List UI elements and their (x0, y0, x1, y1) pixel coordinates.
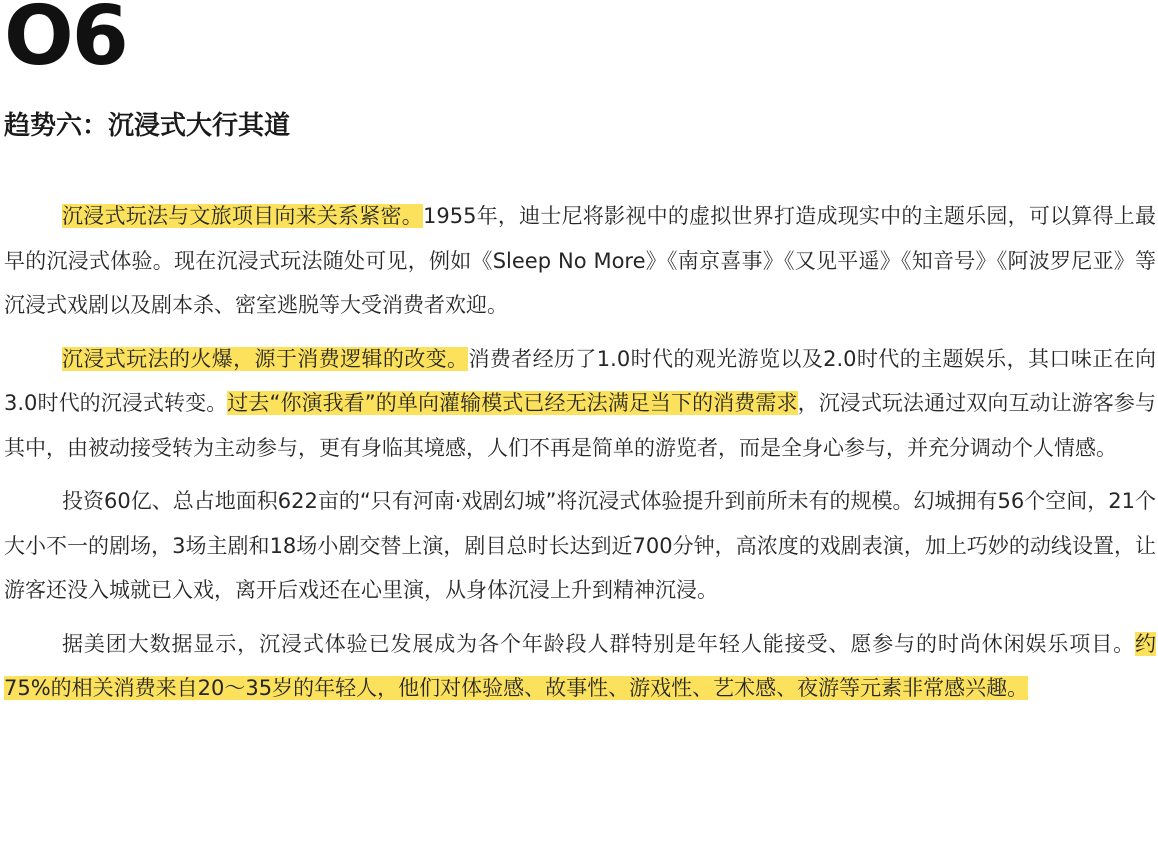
article-body (4, 194, 1156, 720)
paragraph (4, 337, 1156, 471)
body-text: ，沉浸式玩法通过双向互动让游客参与其中，由被动接受转为主动参与，更有身临其境感，人们不再是简单的游览者，而是全身心参与，并充分调动个人情感。 (4, 391, 1156, 460)
paragraph (4, 622, 1156, 711)
section-number: O6 (4, 0, 127, 84)
body-text: 据美团大数据显示，沉浸式体验已发展成为各个年龄段人群特别是年轻人能接受、愿参与的时尚休闲娱乐项目。 (62, 631, 1135, 656)
body-text: 投资60亿、总占地面积622亩的“只有河南·戏剧幻城”将沉浸式体验提升到前所未有的规模。幻城拥有56个空间，21个大小不一的剧场，3场主剧和18场小剧交替上演，剧目总时长达到近700分钟，高浓度的戏剧表演，加上巧妙的动线设置，让游客还没入城就已入戏，离开后戏还在心里演，从身体沉浸上升到精神沉浸。 (4, 489, 1156, 602)
paragraph (4, 479, 1156, 613)
highlighted-text: 沉浸式玩法与文旅项目向来关系紧密。 (62, 204, 424, 228)
highlighted-text: 沉浸式玩法的火爆，源于消费逻辑的改变。 (62, 346, 469, 371)
body-text: 1955年，迪士尼将影视中的虚拟世界打造成现实中的主题乐园，可以算得上最早的沉浸式体验。现在沉浸式玩法随处可见，例如《Sleep No More》《南京喜事》《又见平遥》《知音号》《阿波罗尼亚》等沉浸式戏剧以及剧本杀、密室逃脱等大受消费者欢迎。 (4, 204, 1156, 317)
highlighted-text: 约75%的相关消费来自20～35岁的年轻人，他们对体验感、故事性、游戏性、艺术感、夜游等元素非常感兴趣。 (4, 631, 1156, 700)
section-title: 趋势六：沉浸式大行其道 (4, 111, 291, 141)
highlighted-text: 过去“你演我看”的单向灌输模式已经无法满足当下的消费需求 (227, 391, 798, 415)
paragraph (4, 194, 1156, 328)
body-text: 消费者经历了1.0时代的观光游览以及2.0时代的主题娱乐，其口味正在向3.0时代的沉浸式转变。 (4, 346, 1157, 415)
